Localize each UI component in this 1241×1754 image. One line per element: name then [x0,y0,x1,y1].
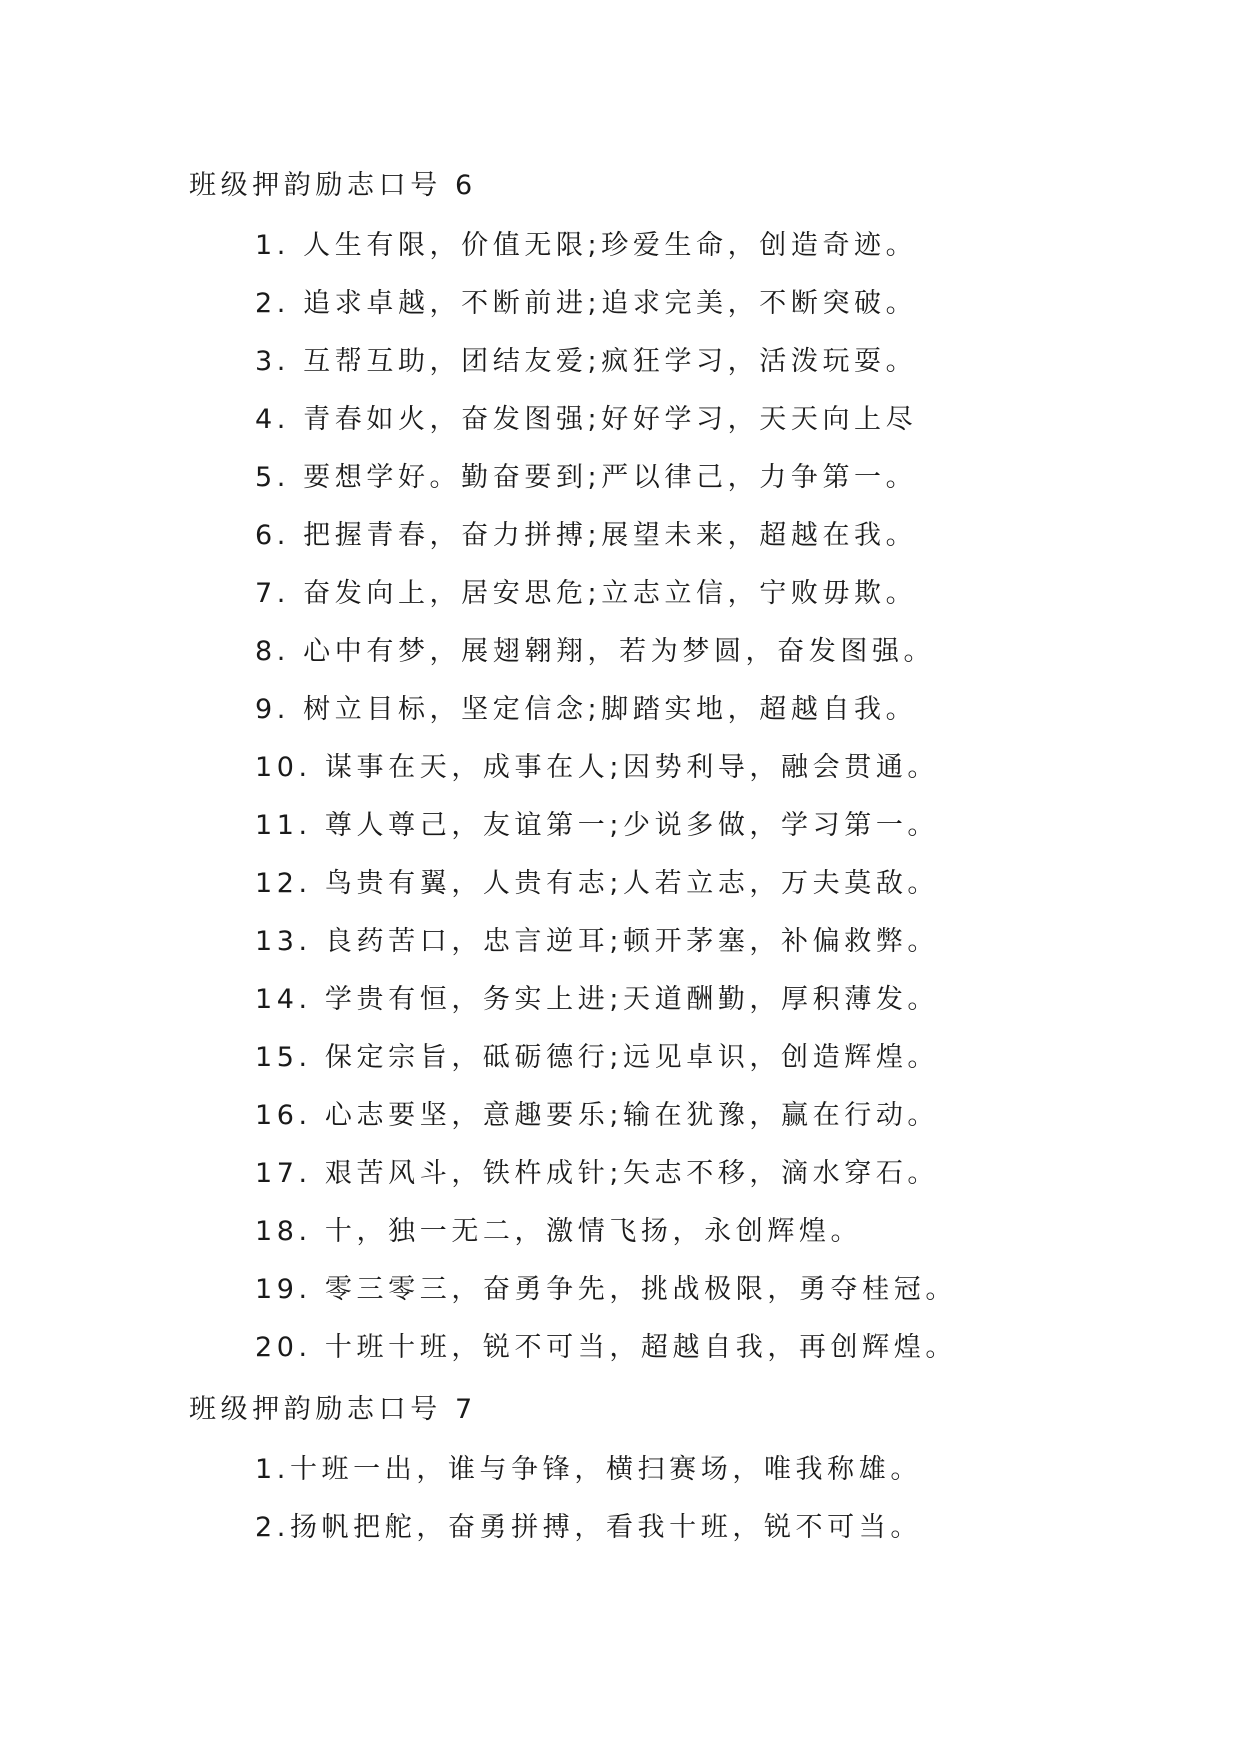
list-item: 1. 人生有限，价值无限;珍爱生命，创造奇迹。 [255,230,918,261]
section-heading: 班级押韵励志口号 7 [189,1394,477,1425]
list-item: 12. 鸟贵有翼，人贵有志;人若立志，万夫莫敌。 [255,868,940,899]
list-item: 10. 谋事在天，成事在人;因势利导，融会贯通。 [255,752,940,783]
section-heading: 班级押韵励志口号 6 [189,170,477,201]
list-item: 3. 互帮互助，团结友爱;疯狂学习，活泼玩耍。 [255,346,918,377]
list-item: 2.扬帆把舵，奋勇拼搏，看我十班，锐不可当。 [255,1512,922,1543]
list-item: 6. 把握青春，奋力拼搏;展望未来，超越在我。 [255,520,918,551]
list-item: 18. 十，独一无二，激情飞扬，永创辉煌。 [255,1216,863,1247]
list-item: 16. 心志要坚，意趣要乐;输在犹豫，赢在行动。 [255,1100,940,1131]
list-item: 15. 保定宗旨，砥砺德行;远见卓识，创造辉煌。 [255,1042,940,1073]
list-item: 11. 尊人尊己，友谊第一;少说多做，学习第一。 [255,810,940,841]
list-item: 20. 十班十班，锐不可当，超越自我，再创辉煌。 [255,1332,957,1363]
list-item: 19. 零三零三，奋勇争先，挑战极限，勇夺桂冠。 [255,1274,957,1305]
list-item: 13. 良药苦口，忠言逆耳;顿开茅塞，补偏救弊。 [255,926,940,957]
list-item: 8. 心中有梦，展翅翱翔，若为梦圆，奋发图强。 [255,636,936,667]
list-item: 17. 艰苦风斗，铁杵成针;矢志不移，滴水穿石。 [255,1158,940,1189]
list-item: 9. 树立目标，坚定信念;脚踏实地，超越自我。 [255,694,918,725]
list-item: 2. 追求卓越，不断前进;追求完美，不断突破。 [255,288,918,319]
list-item: 7. 奋发向上，居安思危;立志立信，宁败毋欺。 [255,578,918,609]
list-item: 4. 青春如火，奋发图强;好好学习，天天向上尽 [255,404,918,435]
list-item: 5. 要想学好。勤奋要到;严以律己，力争第一。 [255,462,918,493]
list-item: 14. 学贵有恒，务实上进;天道酬勤，厚积薄发。 [255,984,940,1015]
list-item: 1.十班一出，谁与争锋，横扫赛场，唯我称雄。 [255,1454,922,1485]
